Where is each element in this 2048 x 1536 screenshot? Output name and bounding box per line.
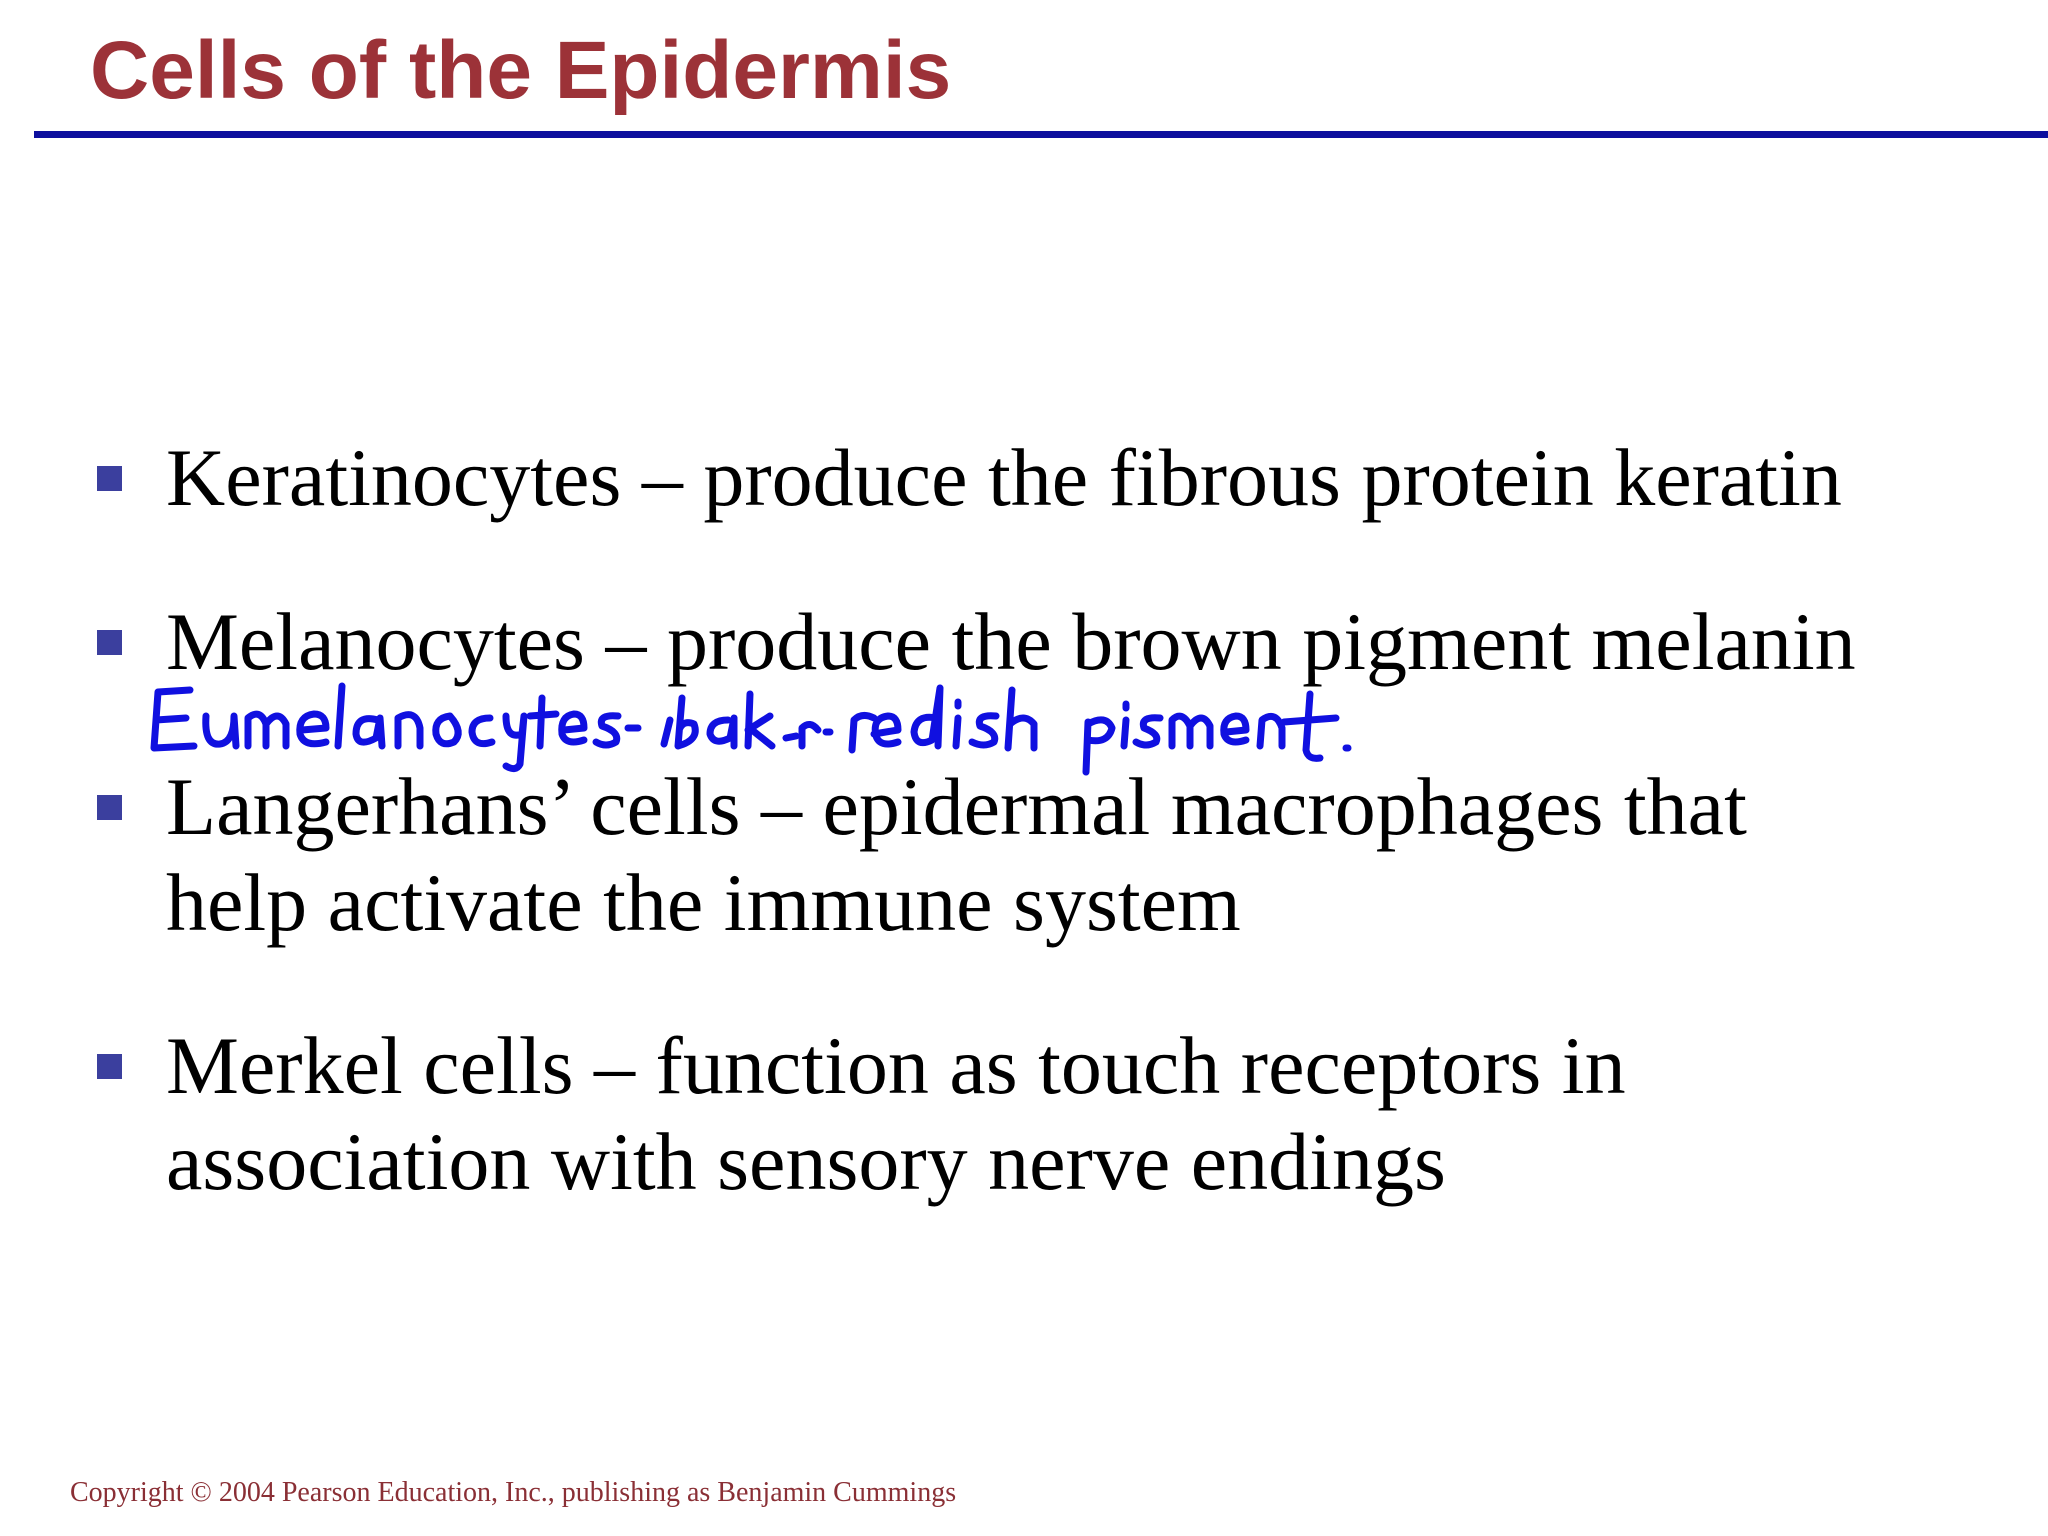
bullet-text	[166, 430, 2036, 526]
square-bullet-icon	[97, 466, 122, 491]
bullet-line: help activate the immune system	[166, 857, 1241, 948]
bullet-line: association with sensory nerve endings	[166, 1116, 1446, 1207]
bullet-line: Langerhans’ cells – epidermal macrophages that	[166, 761, 1747, 852]
square-bullet-icon	[97, 630, 122, 655]
square-bullet-icon	[97, 795, 122, 820]
square-bullet-icon	[97, 1054, 122, 1079]
bullet-text	[166, 1018, 2036, 1210]
bullet-line: Merkel cells – function as touch receptors in	[166, 1020, 1626, 1111]
slide-title: Cells of the Epidermis	[90, 25, 952, 116]
bullet-line: Keratinocytes – produce the fibrous protein keratin	[166, 432, 1842, 523]
bullet-line: Melanocytes – produce the brown pigment melanin	[166, 596, 1856, 687]
bullet-text	[166, 759, 2036, 951]
copyright-notice: Copyright © 2004 Pearson Education, Inc., publishing as Benjamin Cummings	[70, 1477, 957, 1508]
handwritten-annotation	[150, 668, 1450, 778]
